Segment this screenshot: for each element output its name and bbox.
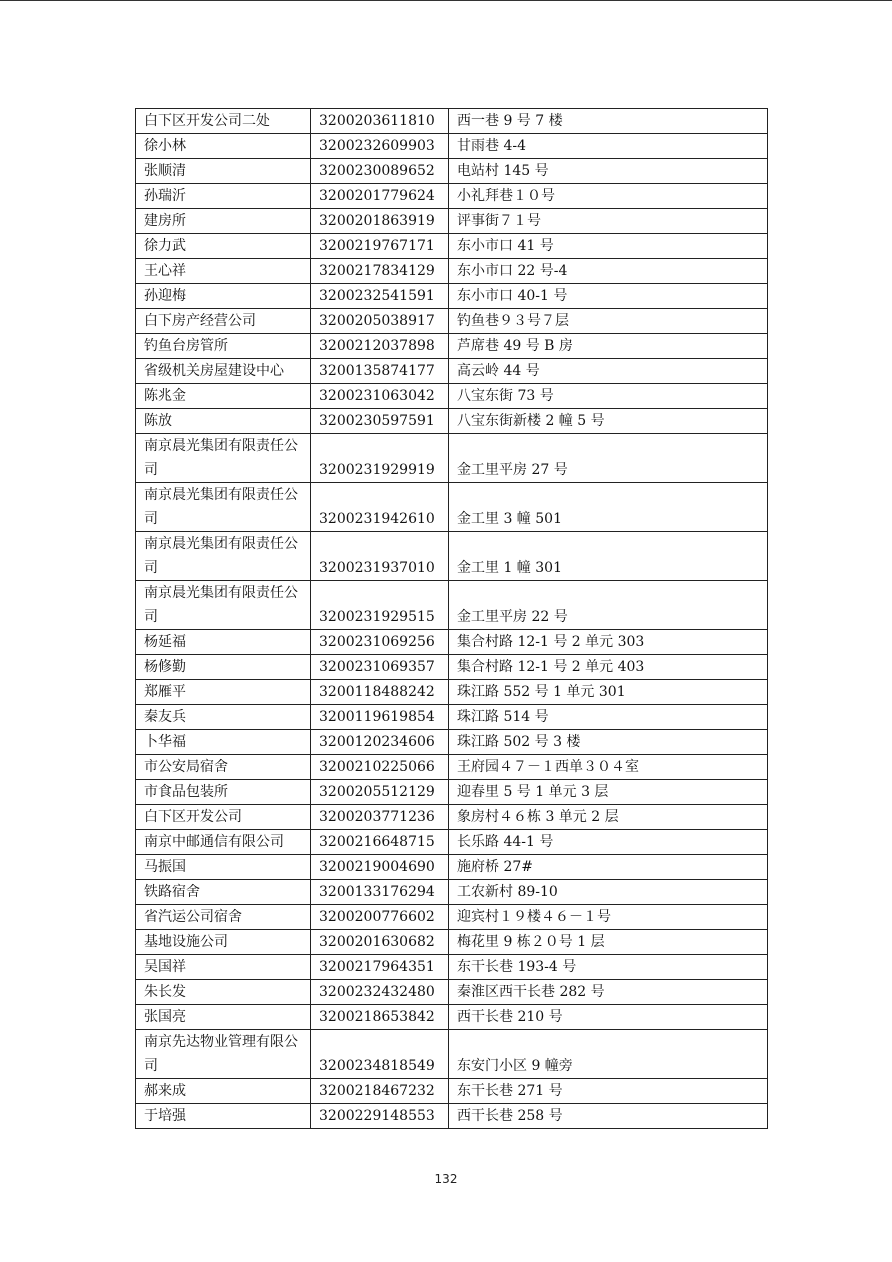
name-cell: 徐力武: [136, 234, 311, 259]
address-cell: 梅花里 9 栋２０号 1 层: [449, 930, 768, 955]
address-cell: 集合村路 12-1 号 2 单元 303: [449, 630, 768, 655]
address-cell: 八宝东街新楼 2 幢 5 号: [449, 409, 768, 434]
code-cell: 3200217964351: [311, 955, 449, 980]
code-cell: 3200210225066: [311, 755, 449, 780]
table-row: [136, 755, 768, 780]
name-cell: 王心祥: [136, 259, 311, 284]
name-cell: 市食品包装所: [136, 780, 311, 805]
address-cell: 迎宾村１９楼４６－１号: [449, 905, 768, 930]
address-cell: 东小市口 22 号-4: [449, 259, 768, 284]
table-row: [136, 209, 768, 234]
table-row: [136, 234, 768, 259]
table-row: [136, 880, 768, 905]
table-row: [136, 334, 768, 359]
table-row: [136, 930, 768, 955]
code-cell: 3200232541591: [311, 284, 449, 309]
code-cell: 3200135874177: [311, 359, 449, 384]
address-cell: 西干长巷 258 号: [449, 1104, 768, 1129]
code-cell: 3200231069256: [311, 630, 449, 655]
code-cell: 3200219004690: [311, 855, 449, 880]
code-cell: 3200218467232: [311, 1079, 449, 1104]
name-cell: 于培强: [136, 1104, 311, 1129]
table-row: [136, 309, 768, 334]
top-rule: [0, 0, 892, 1]
address-cell: 珠江路 552 号 1 单元 301: [449, 680, 768, 705]
name-cell: 南京晨光集团有限责任公司: [136, 581, 311, 630]
table-row: [136, 1079, 768, 1104]
code-cell: 3200133176294: [311, 880, 449, 905]
code-cell: 3200230089652: [311, 159, 449, 184]
name-cell: 郝来成: [136, 1079, 311, 1104]
table-row: [136, 409, 768, 434]
table-row: [136, 805, 768, 830]
table-row: [136, 259, 768, 284]
table-row: [136, 955, 768, 980]
name-cell: 南京晨光集团有限责任公司: [136, 532, 311, 581]
code-cell: 3200201863919: [311, 209, 449, 234]
address-cell: 甘雨巷 4-4: [449, 134, 768, 159]
name-cell: 卜华福: [136, 730, 311, 755]
name-cell: 马振国: [136, 855, 311, 880]
address-cell: 长乐路 44-1 号: [449, 830, 768, 855]
address-cell: 珠江路 514 号: [449, 705, 768, 730]
address-cell: 金工里 3 幢 501: [449, 483, 768, 532]
table-row: [136, 905, 768, 930]
name-cell: 杨延福: [136, 630, 311, 655]
name-cell: 南京晨光集团有限责任公司: [136, 434, 311, 483]
name-cell: 白下房产经营公司: [136, 309, 311, 334]
address-cell: 八宝东街 73 号: [449, 384, 768, 409]
address-cell: 东干长巷 271 号: [449, 1079, 768, 1104]
code-cell: 3200230597591: [311, 409, 449, 434]
name-cell: 铁路宿舍: [136, 880, 311, 905]
code-cell: 3200231069357: [311, 655, 449, 680]
table-row: [136, 159, 768, 184]
table-row: [136, 630, 768, 655]
address-cell: 东小市口 40-1 号: [449, 284, 768, 309]
code-cell: 3200231929919: [311, 434, 449, 483]
code-cell: 3200200776602: [311, 905, 449, 930]
table-row: [136, 855, 768, 880]
table-row: [136, 434, 768, 483]
code-cell: 3200201630682: [311, 930, 449, 955]
name-cell: 吴国祥: [136, 955, 311, 980]
name-cell: 张国亮: [136, 1005, 311, 1030]
code-cell: 3200232609903: [311, 134, 449, 159]
name-cell: 钓鱼台房管所: [136, 334, 311, 359]
code-cell: 3200201779624: [311, 184, 449, 209]
code-cell: 3200203611810: [311, 109, 449, 134]
code-cell: 3200205512129: [311, 780, 449, 805]
table-row: [136, 581, 768, 630]
address-cell: 金工里平房 22 号: [449, 581, 768, 630]
name-cell: 南京中邮通信有限公司: [136, 830, 311, 855]
table-row: [136, 359, 768, 384]
address-cell: 小礼拜巷１０号: [449, 184, 768, 209]
name-cell: 孙迎梅: [136, 284, 311, 309]
table-row: [136, 705, 768, 730]
table-row: [136, 780, 768, 805]
name-cell: 白下区开发公司: [136, 805, 311, 830]
code-cell: 3200218653842: [311, 1005, 449, 1030]
address-cell: 珠江路 502 号 3 楼: [449, 730, 768, 755]
table-row: [136, 483, 768, 532]
name-cell: 市公安局宿舍: [136, 755, 311, 780]
table-row: [136, 109, 768, 134]
name-cell: 张顺清: [136, 159, 311, 184]
table-row: [136, 184, 768, 209]
code-cell: 3200231929515: [311, 581, 449, 630]
code-cell: 3200229148553: [311, 1104, 449, 1129]
code-cell: 3200120234606: [311, 730, 449, 755]
table-row: [136, 655, 768, 680]
table-row: [136, 1030, 768, 1079]
table-row: [136, 830, 768, 855]
code-cell: 3200205038917: [311, 309, 449, 334]
name-cell: 南京先达物业管理有限公司: [136, 1030, 311, 1079]
address-cell: 东干长巷 193-4 号: [449, 955, 768, 980]
code-cell: 3200231063042: [311, 384, 449, 409]
name-cell: 省级机关房屋建设中心: [136, 359, 311, 384]
address-cell: 施府桥 27#: [449, 855, 768, 880]
address-cell: 东小市口 41 号: [449, 234, 768, 259]
name-cell: 杨修勤: [136, 655, 311, 680]
address-cell: 金工里平房 27 号: [449, 434, 768, 483]
name-cell: 陈兆金: [136, 384, 311, 409]
address-cell: 高云岭 44 号: [449, 359, 768, 384]
code-cell: 3200212037898: [311, 334, 449, 359]
roster-table-body: [136, 109, 768, 1129]
address-cell: 王府园４７－１西单３０４室: [449, 755, 768, 780]
table-row: [136, 284, 768, 309]
name-cell: 南京晨光集团有限责任公司: [136, 483, 311, 532]
page-number: 132: [434, 1172, 458, 1186]
code-cell: 3200118488242: [311, 680, 449, 705]
table-row: [136, 1005, 768, 1030]
name-cell: 省汽运公司宿舍: [136, 905, 311, 930]
address-cell: 评事街７１号: [449, 209, 768, 234]
table-row: [136, 384, 768, 409]
address-cell: 西干长巷 210 号: [449, 1005, 768, 1030]
table-row: [136, 680, 768, 705]
name-cell: 郑雁平: [136, 680, 311, 705]
address-cell: 东安门小区 9 幢旁: [449, 1030, 768, 1079]
address-cell: 象房村４６栋 3 单元 2 层: [449, 805, 768, 830]
address-cell: 钓鱼巷９３号７层: [449, 309, 768, 334]
code-cell: 3200219767171: [311, 234, 449, 259]
address-cell: 集合村路 12-1 号 2 单元 403: [449, 655, 768, 680]
code-cell: 3200234818549: [311, 1030, 449, 1079]
address-cell: 迎春里 5 号 1 单元 3 层: [449, 780, 768, 805]
address-cell: 芦席巷 49 号 B 房: [449, 334, 768, 359]
address-cell: 秦淮区西干长巷 282 号: [449, 980, 768, 1005]
table-row: [136, 980, 768, 1005]
table-row: [136, 134, 768, 159]
code-cell: 3200231942610: [311, 483, 449, 532]
code-cell: 3200119619854: [311, 705, 449, 730]
name-cell: 徐小林: [136, 134, 311, 159]
roster-table: [135, 108, 768, 1129]
name-cell: 白下区开发公司二处: [136, 109, 311, 134]
code-cell: 3200203771236: [311, 805, 449, 830]
table-row: [136, 532, 768, 581]
address-cell: 工农新村 89-10: [449, 880, 768, 905]
name-cell: 基地设施公司: [136, 930, 311, 955]
name-cell: 秦友兵: [136, 705, 311, 730]
name-cell: 孙瑞沂: [136, 184, 311, 209]
table-row: [136, 730, 768, 755]
name-cell: 朱长发: [136, 980, 311, 1005]
address-cell: 电站村 145 号: [449, 159, 768, 184]
code-cell: 3200231937010: [311, 532, 449, 581]
address-cell: 金工里 1 幢 301: [449, 532, 768, 581]
table-row: [136, 1104, 768, 1129]
name-cell: 建房所: [136, 209, 311, 234]
code-cell: 3200216648715: [311, 830, 449, 855]
name-cell: 陈放: [136, 409, 311, 434]
code-cell: 3200217834129: [311, 259, 449, 284]
address-cell: 西一巷 9 号 7 楼: [449, 109, 768, 134]
code-cell: 3200232432480: [311, 980, 449, 1005]
